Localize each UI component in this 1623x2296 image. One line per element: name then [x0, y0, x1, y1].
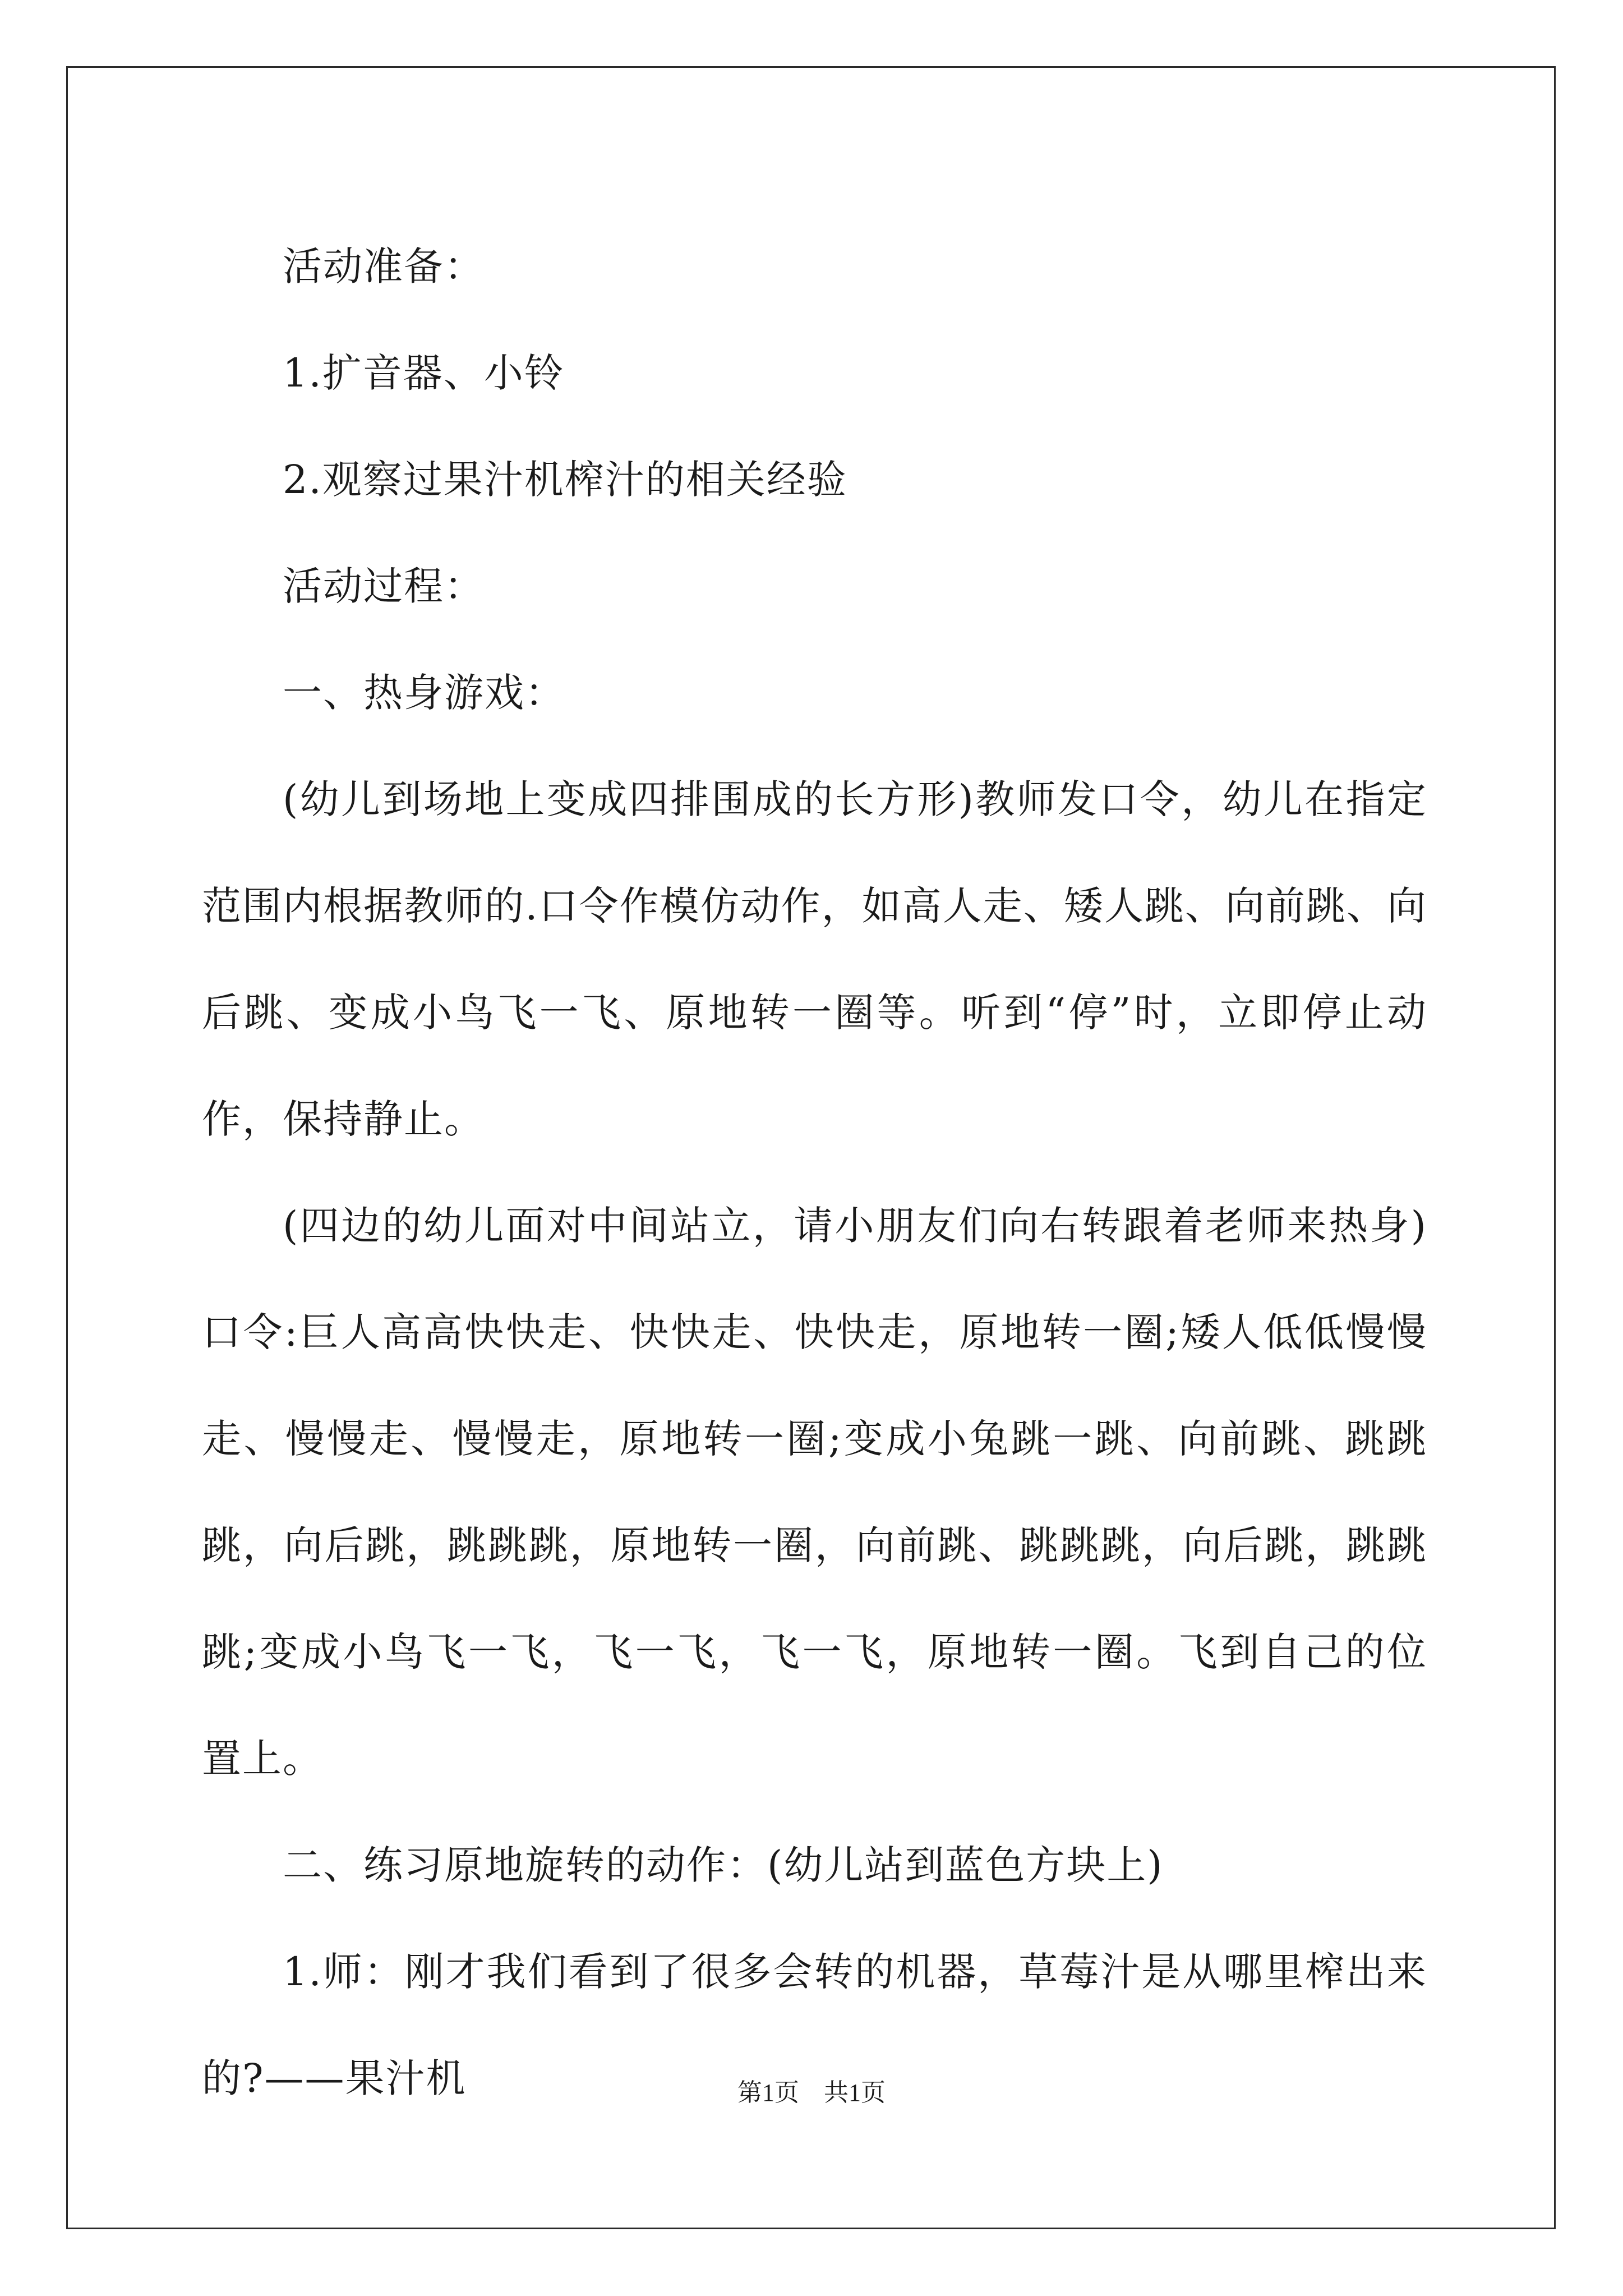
paragraph-warmup-heading: 一、热身游戏： — [283, 670, 565, 716]
paragraph-rotation-heading: 二、练习原地旋转的动作：(幼儿站到蓝色方块上) — [283, 1842, 1164, 1888]
document-body — [202, 213, 1427, 2132]
paragraph-warmup-commands: (四边的幼儿面对中间站立，请小朋友们向右转跟着老师来热身)口令:巨人高高快快走、快快走、快快走，原地转一圈;矮人低低慢慢走、慢慢走、慢慢走，原地转一圈;变成小兔跳一跳、向前跳、跳跳跳，向后跳，跳跳跳，原地转一圈，向前跳、跳跳跳，向后跳，跳跳跳;变成小鸟飞一飞，飞一飞，飞一飞，原地转一圈。飞到自己的位置上。 — [202, 1203, 1427, 1782]
paragraph-teacher-question: 1.师：刚才我们看到了很多会转的机器，草莓汁是从哪里榨出来的?——果汁机 — [202, 1949, 1427, 2101]
paragraph-item-loudspeaker: 1.扩音器、小铃 — [283, 350, 565, 396]
paragraph-item-juicer-experience: 2.观察过果汁机榨汁的相关经验 — [283, 457, 847, 503]
paragraph-activity-preparation: 活动准备： — [283, 243, 485, 289]
paragraph-warmup-instructions: (幼儿到场地上变成四排围成的长方形)教师发口令，幼儿在指定范围内根据教师的.口令作模仿动作，如高人走、矮人跳、向前跳、向后跳、变成小鸟飞一飞、原地转一圈等。听到“停”时，立即停止动作，保持静止。 — [202, 776, 1427, 1142]
page-footer: 第1页 共1页 — [737, 2079, 886, 2106]
paragraph-activity-process: 活动过程： — [283, 563, 485, 609]
